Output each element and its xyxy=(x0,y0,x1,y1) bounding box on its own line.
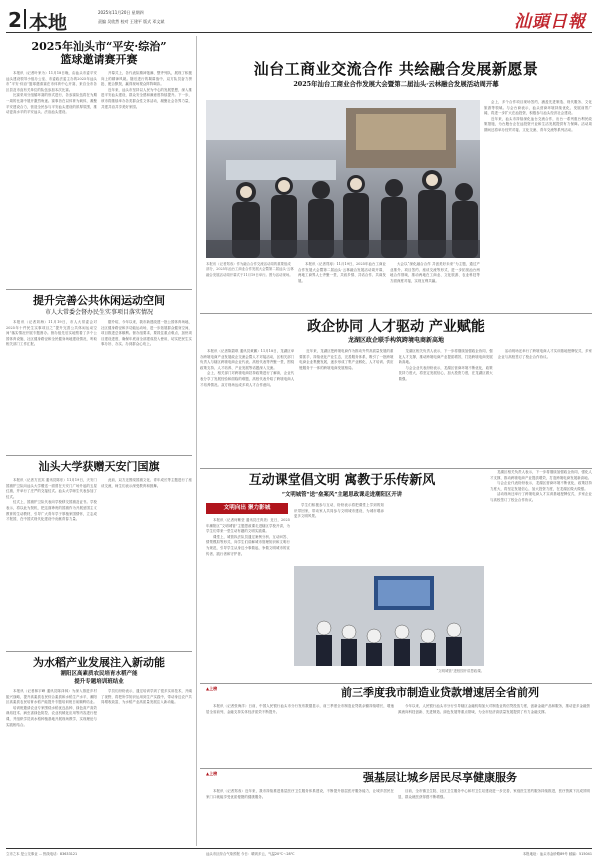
article-loans xyxy=(200,686,592,766)
article-subtitle: “文明城管”送“垒案风”主题思政课走进潮阳区开讲 xyxy=(281,492,403,498)
lead-body: 本报讯（记者郑寿）11月19日，2025年汕台工商业合作发展大会暨第二届汕头·云林融合发展活动周开幕，两地工商界人士齐聚一堂，共叙乡情、共话合作、共谋发展。 xyxy=(298,262,386,283)
article-body: 本报讯（记者陈碧琪 通讯员黄鹏）11月18日，龙湖区举办跨境电商产业发展政企交流会暨人才对接活动，区相关部门负责人与辖区跨境电商企业代表、高校代表等齐聚一堂，围绕政策支持、人才培养、产业发展等话题深入交流。 会上，相关部门对跨境电商扶持政策进行了解读，企业代表分享了发展经验和面临的难题，高校代表介绍了跨境电商人才培养情况。双方现场达成多项人才合作意向。 xyxy=(200,349,295,387)
article-subtitle: 潮阳区高素质农民培育水稻产能 xyxy=(60,671,138,677)
article-title: 政企协同 人才驱动 产业赋能 xyxy=(307,319,485,335)
article-body: 学生们积极参与互动，纷纷表示将把课堂上学到的知识带回家，带动家人共同参与文明城市建设，为城市增添更多文明风景。 xyxy=(294,503,384,519)
article-subtitle: 市人大常委会督办民生实事项目落实情况 xyxy=(44,309,153,316)
classroom-photo xyxy=(294,566,484,666)
article-body: 本报讯（记者张海洋）日前，中国人民银行汕头市分行发布数据显示，前三季度全市制造业贷款余额持续增长，增速居全省前列，金融支持实体经济质效不断提升。 xyxy=(206,704,394,714)
article-title: 汕头大学获赠天安门国旗 xyxy=(38,460,160,473)
footer-rule xyxy=(6,848,592,849)
article-title: 提升完善公共休闲运动空间 xyxy=(33,294,165,307)
column-divider xyxy=(196,36,197,846)
page-header xyxy=(6,5,592,32)
article-body: 目前，全市镇卫生院、社区卫生服务中心和村卫生站建设进一步完善，家庭医生签约服务持续推进，医疗资源下沉成效明显，群众就医获得感不断增强。 xyxy=(398,789,590,799)
newspaper-masthead: 汕頭日報 xyxy=(514,12,586,32)
tag-label: ▲上榜 xyxy=(206,686,218,691)
header-rule xyxy=(6,32,592,33)
article-rice xyxy=(6,654,192,844)
article-body: 本报讯（记者方宜宾 通讯员陈东）11月19日，天安门国旗护卫队向汕头大学赠送一面曾在天安门广场升起的五星红旗，并举行了庄严的交接仪式。汕头大学师生代表参加了仪式。 仪式上，国旗护卫队代表向学校移交国旗及证书。学校表示，将以此为契机，把这面珍贵的国旗作为开展爱国主义教育的生动教材，引导广大青年学子厚植家国情怀，立志成才报国，在中国式现代化建设中贡献青春力量。 xyxy=(6,478,97,522)
article-body: 本报讯（记者林宇峰 通讯员陈泽林）为深入推进乡村振兴战略，提升高素质农民综合素质和水稻生产水平，潮阳区高素质农民培育水稻产能提升专题培训班日前顺利结业。 培训班邀请农业专家围绕水稻优良品种、绿色高产高效栽培技术、病虫害绿色防控、农业机械化应用等内容进行授课，并组织学员到水稻种植基地开展现场教学，实现理论与实践相结合。 xyxy=(6,689,97,727)
footer-left: 立市之本 是公交事业 ... 热线电话：83633121 xyxy=(6,852,78,856)
divider xyxy=(6,651,192,652)
divider xyxy=(200,683,592,684)
footer-right: 本报地址：汕头市金砂路89号 邮编：515041 xyxy=(522,852,592,856)
divider xyxy=(6,455,192,456)
divider xyxy=(200,768,592,769)
article-body: 龙湖区相关负责人表示，下一步将继续加强政企协同，强化人才支撑，推动跨境电商产业提质增效，打造跨境电商发展新高地。 与会企业代表纷纷表示，龙湖区营商环境不断优化，政策扶持力度大，将坚定发展信心，加大投资力度，在龙湖区做大做强。 xyxy=(398,349,493,381)
article-body: 今年以来，人民银行汕头市分行引导辖区金融机构加大对制造业的信贷投放力度，创新金融产品和服务，推动更多金融资源流向科技创新、先进制造、绿色发展等重点领域，为全市经济高质量发展提供了有力金融支撑。 xyxy=(398,704,590,714)
article-body: 开幕式上，各代表队精神饱满、整齐列队，展现了积极向上的精神风貌。随后进行的揭幕战中，双方队员奋力拼抢、配合默契，赢得现场观众阵阵喝彩。 近年来，汕头市坚持以人民为中心的发展思想，深入推进平安汕头建设，群众安全感和满意度持续提升。下一步，该市将继续举办各类群众性文体活动，凝聚社会各界力量，共建共治共享美好家园。 xyxy=(101,71,192,109)
article-title: 为水稻产业发展注入新动能 xyxy=(33,656,165,669)
article-health xyxy=(200,771,592,846)
article-body: 本报讯（记者刘海）11月19日，市人大常委会对2025年十件民生实事项目之“提升完善公共休闲运动空间”落实情况开展专题督办。督办组先后实地察看了多个公园体育设施、社区健身路径和全民健身场地建设情况，听取相关部门工作汇报。 xyxy=(6,320,97,347)
lead-photo xyxy=(206,100,480,258)
classroom-scene-image xyxy=(294,566,484,666)
article-body: 本报讯（记者叶家为）11月18日晚，由汕头市委平安汕头建设领导小组办公室、市委政法委主办的2025年汕头市“平安·综治”篮球邀请赛在市体育中心开赛，来自全市各区县及市直有关单位的队伍参加本次比赛。 比赛采用分组循环赛的形式进行，各参赛队伍将在为期一周的比赛中展开激烈角逐。赛事旨在以体育为载体，凝聚平安建设合力，营造全民参与平安汕头建设的浓厚氛围，推动更高水平的平安汕头、法治汕头建设。 xyxy=(6,71,97,115)
article-body: 本报讯（记者何紫莹 通讯员庄育美）近日，2025年潮阳区“文明城管”主题思政课走进辖区学校开讲，为学生们带来一堂生动有趣的文明实践课。 课堂上，城管执法队员通过案例分析、互动问答、情景模拟等形式，向学生们讲解城市管理知识和文明行为规范，引导学生从身边小事做起，争做文明城市的宣传者、践行者和守护者。 xyxy=(206,518,290,556)
article-basketball xyxy=(6,36,192,288)
article-leisure-space xyxy=(6,292,192,454)
footer xyxy=(6,850,592,858)
lead-subtitle: 2025年汕台工商业合作发展大会暨第二届汕头·云林融合发展活动周开幕 xyxy=(293,80,499,88)
tag-label: ▲上榜 xyxy=(206,771,218,776)
article-body: 龙湖区相关负责人表示，下一步将继续加强政企协同，强化人才支撑，推动跨境电商产业提质增效，打造跨境电商发展新高地。 与会企业代表纷纷表示，龙湖区营商环境不断优化，政策扶持力度大，将坚定发展信心，加大投资力度，在龙湖区做大做强。 活动现场还举行了跨境电商人才实训基地授牌仪式，多家企业与高校签订了校企合作协议。 xyxy=(490,470,592,502)
article-title: 互动课堂倡文明 寓教于乐传新风 xyxy=(248,473,436,488)
page-number: 2 xyxy=(8,8,22,32)
article-title-line: 篮球邀请赛开赛 xyxy=(60,53,138,66)
divider xyxy=(200,468,592,469)
article-subtitle: 龙湖区政企联手构筑跨境电商新高地 xyxy=(347,337,444,344)
article-flag xyxy=(6,458,192,650)
article-classroom xyxy=(200,470,592,680)
lead-article xyxy=(200,36,592,312)
article-title-line: 2025年汕头市“平安·综治” xyxy=(31,40,167,53)
article-body: 活动现场还举行了跨境电商人才实训基地授牌仪式，多家企业与高校签订了校企合作协议。 xyxy=(497,349,592,359)
lead-title: 汕台工商业交流合作 共绘融合发展新愿景 xyxy=(253,60,539,78)
lead-photo-caption: 本报讯（记者郑寿）作为融合合作交流活动周的重要组成部分，2025年汕台工商业合作发展大会暨第二届汕头·云林融合发展活动周开幕式于11月19日举行。图为活动现场。 xyxy=(206,262,294,277)
article-body: 学员们纷纷表示，通过培训学到了很多实用技术，开阔了视野，将把所学知识运用到生产实践中，带动身边农户共同增收致富，为水稻产业高质量发展注入新动能。 xyxy=(101,689,192,705)
exhibition-scene-image xyxy=(206,100,480,258)
issue-date: 2025年11月20日 星期四 xyxy=(98,10,144,15)
divider xyxy=(6,289,192,290)
article-body: 据介绍，今年以来，我市新建改建一批公园体育场地、社区健身路径和多功能运动场，进一步拓展群众健身空间，项目推进总体顺利。督办组要求，要抓住重点难点，加快项目建设进度，确保年底前全部建成投入使用，切实把民生实事办好、办实、办到群众心坎上。 xyxy=(101,320,192,347)
article-title: 前三季度我市制造业贷款增速居全省前列 xyxy=(341,686,539,699)
article-title: 强基层让城乡居民尽享健康服务 xyxy=(363,771,517,784)
lead-body: 大会以“深化融合合作 共创美好未来”为主题，通过产业推介、项目签约、座谈交流等形式，进一步拓宽汕台两地合作领域，推动两地在工商业、文化旅游、农业科技等方面深度对接，实现互利共赢。 xyxy=(390,262,480,283)
column-banner: 文明向出 聚力影城 xyxy=(206,503,288,514)
article-body: 近年来，龙湖区把跨境电商作为推动外贸高质量发展的重要抓手，持续优化产业生态，完善服务体系，吸引了一批跨境电商企业集聚发展，逐步形成了集产业孵化、人才培训、供应链服务于一体的跨境电商发展格局。 xyxy=(299,349,394,370)
article-body: 此前，双方还围绕国旗文化、青年成长等主题进行了座谈交流，师生们表示深受教育和鼓舞。 xyxy=(101,478,192,488)
footer-middle: 汕头市区综合气象预报 今日：晴到多云，气温20℃～28℃ xyxy=(206,852,295,856)
article-body: 本报讯（记者郑寿）近年来，我市持续推进基层医疗卫生服务体系建设，不断提升基层医疗服务能力，让城乡居民在家门口就能享受优质便捷的健康服务。 xyxy=(206,789,394,799)
section-name: 本地 xyxy=(29,12,68,34)
lead-body-right: 会上，多个合作项目现场签约，涵盖先进制造、现代服务、文化旅游等领域。与会台商表示，汕头营商环境持续优化、发展前景广阔，将进一步扩大在汕投资，积极参与汕头经济社会建设。 近年来，汕头市持续深化汕台交流合作，出台一系列惠台利民政策措施，为台胞台企在汕投资兴业和生活发展提供有力保障。活动周期间还将举办经贸对接、文化交流、青年交流等系列活动。 xyxy=(484,100,592,132)
classroom-photo-caption: “文明城管”进校园开讲思政课。 xyxy=(436,669,484,673)
article-longhu xyxy=(200,316,592,466)
editors-credits: 责编 吴欣然 校对 王建平 版式 邓文斌 xyxy=(98,19,165,24)
divider xyxy=(200,313,592,314)
article-subtitle: 提升专题培训班结业 xyxy=(74,679,124,685)
